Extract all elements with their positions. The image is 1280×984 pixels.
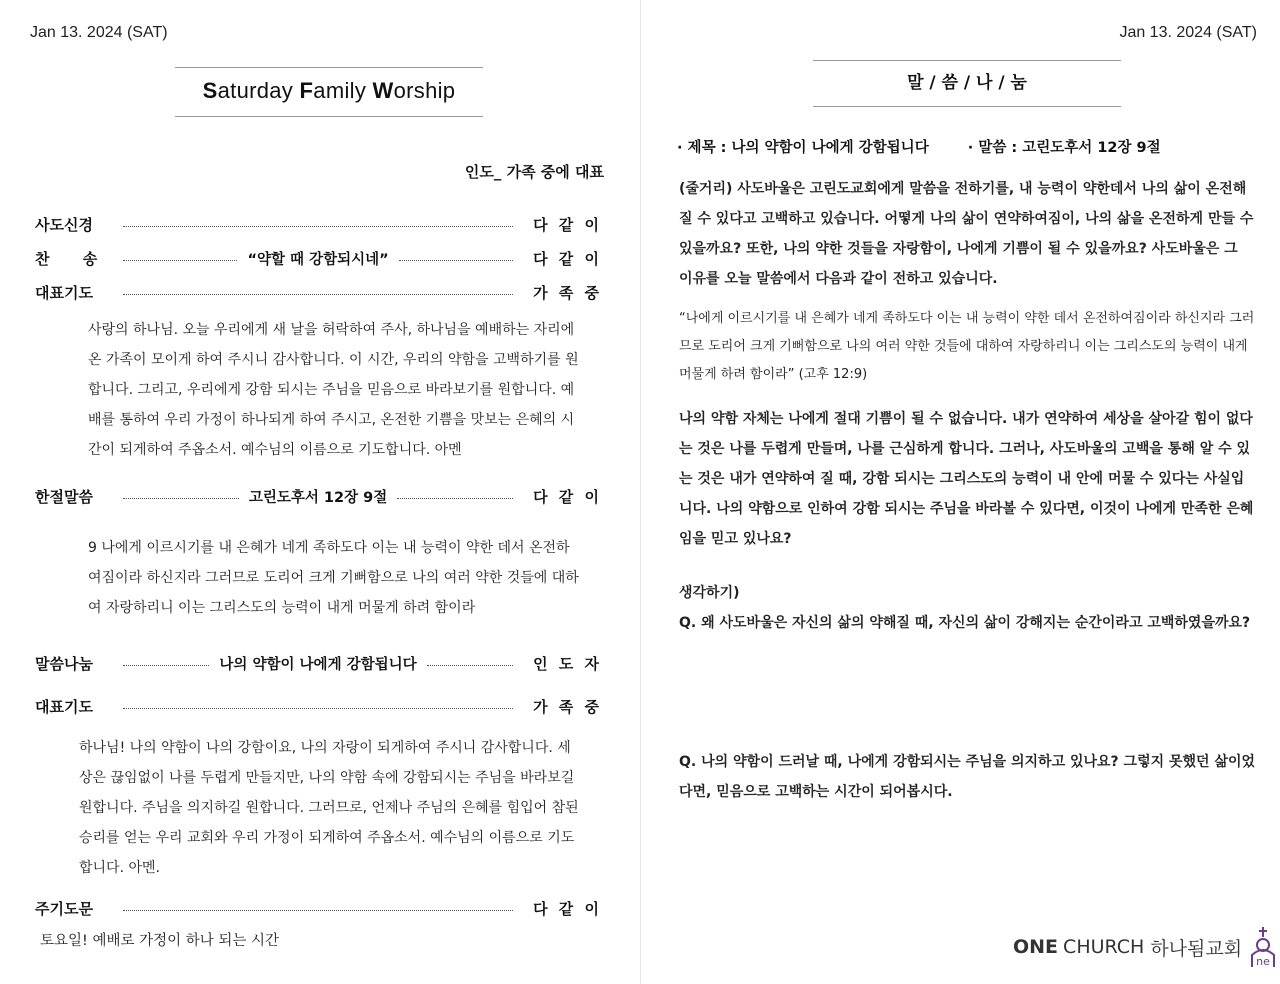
church-logo — [1013, 925, 1278, 969]
logo-korean: 하나됨교회 — [1150, 937, 1243, 960]
row-label: 주기도문 — [35, 899, 93, 918]
dot-leader — [399, 260, 513, 261]
leader-line: 인도_ 가족 중에 대표 — [464, 163, 604, 181]
dot-leader — [123, 665, 209, 666]
row-participant: 다 같 이 — [533, 487, 602, 506]
question-1: Q. 왜 사도바울은 자신의 삶의 약해질 때, 자신의 삶이 강해지는 순간이라고 고백하였을까요? — [679, 615, 1251, 631]
order-row-prayer2 — [35, 695, 602, 717]
row-participant: 가 족 중 — [533, 697, 602, 716]
dot-leader — [427, 665, 513, 666]
worship-title — [175, 67, 483, 117]
topic-title: · 제목 : 나의 약함이 나에게 강함됩니다 — [677, 140, 929, 156]
topic-verse: · 말씀 : 고린도후서 12장 9절 — [967, 140, 1161, 156]
dot-leader — [397, 498, 513, 499]
dot-leader — [123, 226, 513, 227]
opening-prayer-text: 사랑의 하나님. 오늘 우리에게 새 날을 허락하여 주사, 하나님을 예배하는 자리에 온 가족이 모이게 하여 주시니 감사합니다. 이 시간, 우리의 약함을 고백하기를 원합니다. 그리고, 우리에게 강함 되시는 주님을 믿음으로 바라보기를 원합니다. 예배를 통하여 우리 가정이 하나되게 하여 주시고, 온전한 기쁨을 맛보는 은혜의 시간이 되게하여 주옵소서. 예수님의 이름으로 기도합니다. 아멘 — [88, 322, 579, 458]
row-participant: 다 같 이 — [533, 899, 602, 918]
order-row-sharing — [35, 652, 602, 674]
left-date: Jan 13. 2024 (SAT) — [30, 24, 168, 41]
summary-paragraph: (줄거리) 사도바울은 고린도교회에게 말씀을 전하기를, 내 능력이 약한데서 나의 삶이 온전해질 수 있다고 고백하고 있습니다. 어떻게 나의 삶이 연약하여짐이, 나의 삶을 온전하게 만들 수 있을까요? 또한, 나의 약한 것들을 자랑함이, 나에게 기쁨이 될 수 있을까요? 사도바울은 그 이유를 오늘 말씀에서 다음과 같이 전하고 있습니다. — [679, 181, 1254, 287]
verse-text: 9 나에게 이르시기를 내 은혜가 네게 족하도다 이는 내 능력이 약한 데서 온전하여짐이라 하신지라 그러므로 도리어 크게 기뻐함으로 나의 여러 약한 것들에 대하여 자랑하리니 이는 그리스도의 능력이 내게 머물게 하려 함이라 — [88, 540, 579, 616]
row-middle: 나의 약함이 나에게 강함됩니다 — [219, 656, 417, 673]
row-label: 말씀나눔 — [35, 654, 93, 673]
order-row-lords-prayer — [35, 897, 602, 919]
row-label: 찬 송 — [35, 249, 112, 268]
title-t3: orship — [393, 78, 456, 103]
title-t2: amily — [313, 78, 373, 103]
sharing-title: 말 / 씀 / 나 / 눔 — [813, 60, 1121, 107]
logo-one: ONE — [1013, 936, 1059, 958]
row-participant: 다 같 이 — [533, 249, 603, 268]
row-label: 사도신경 — [35, 215, 93, 234]
right-page — [640, 0, 1280, 984]
closing-prayer-text: 하나님! 나의 약함이 나의 강함이요, 나의 자랑이 되게하여 주시니 감사합니다. 세상은 끊임없이 나를 두렵게 만들지만, 나의 약함 속에 강함되시는 주님을 바라보길 원합니다. 주님을 의지하길 원합니다. 그러므로, 언제나 주님의 은혜를 힘입어 참된 승리를 얻는 우리 교회와 우리 가정이 되게하여 주옵소서. 예수님의 이름으로 기도합니다. 아멘. — [79, 740, 579, 876]
title-w: W — [372, 78, 394, 103]
dot-leader — [123, 708, 513, 709]
dot-leader — [123, 910, 513, 911]
order-row-prayer1 — [35, 281, 602, 303]
row-participant: 다 같 이 — [533, 215, 602, 234]
scripture-quote: “나에게 이르시기를 내 은혜가 네게 족하도다 이는 내 능력이 약한 데서 온전하여짐이라 하신지라 그러므로 도리어 크게 기뻐함으로 나의 여러 약한 것들에 대하여 자랑하리니 이는 그리스도의 능력이 내게 머물게 하려 함이라” (고후 12:9) — [679, 311, 1255, 382]
row-middle: “약할 때 강함되시네” — [247, 251, 389, 268]
title-f: F — [299, 78, 314, 103]
right-date: Jan 13. 2024 (SAT) — [1119, 24, 1257, 41]
row-label: 대표기도 — [35, 697, 93, 716]
church-mark-icon — [1248, 925, 1278, 969]
sermon-topics — [677, 136, 1257, 157]
think-heading: 생각하기) — [679, 585, 740, 601]
title-s: S — [202, 78, 218, 103]
row-middle: 고린도후서 12장 9절 — [248, 489, 388, 506]
reflection-paragraph: 나의 약함 자체는 나에게 절대 기쁨이 될 수 없습니다. 내가 연약하여 세상을 살아갈 힘이 없다는 것은 나를 두렵게 만들며, 나를 근심하게 합니다. 그러나, 사도바울의 고백을 통해 알 수 있는 것은 내가 연약하여 질 때, 강함 되시는 그리스도의 능력이 내 안에 머물 수 있다는 사실입니다. 나의 약함으로 인하여 강함 되시는 주님을 바라볼 수 있다면, 이것이 나에게 만족한 은혜임을 믿고 있나요? — [679, 411, 1254, 547]
row-participant: 가 족 중 — [533, 283, 602, 302]
dot-leader — [123, 294, 513, 295]
row-label: 한절말씀 — [35, 487, 93, 506]
logo-mark-text: ne — [1256, 955, 1270, 968]
question-2: Q. 나의 약함이 드러날 때, 나에게 강함되시는 주님을 의지하고 있나요? 그렇지 못했던 삶이었다면, 믿음으로 고백하는 시간이 되어봅시다. — [679, 754, 1256, 800]
order-row-hymn — [35, 247, 602, 269]
title-t1: aturday — [217, 78, 300, 103]
dot-leader — [123, 260, 237, 261]
row-label: 대표기도 — [35, 283, 93, 302]
order-row-verse — [35, 485, 602, 507]
closing-slogan: 토요일! 예배로 가정이 하나 되는 시간 — [40, 933, 279, 949]
dot-leader — [123, 498, 239, 499]
logo-church: CHURCH — [1063, 936, 1145, 958]
row-participant: 인 도 자 — [533, 654, 602, 673]
order-row-creed — [35, 213, 602, 235]
